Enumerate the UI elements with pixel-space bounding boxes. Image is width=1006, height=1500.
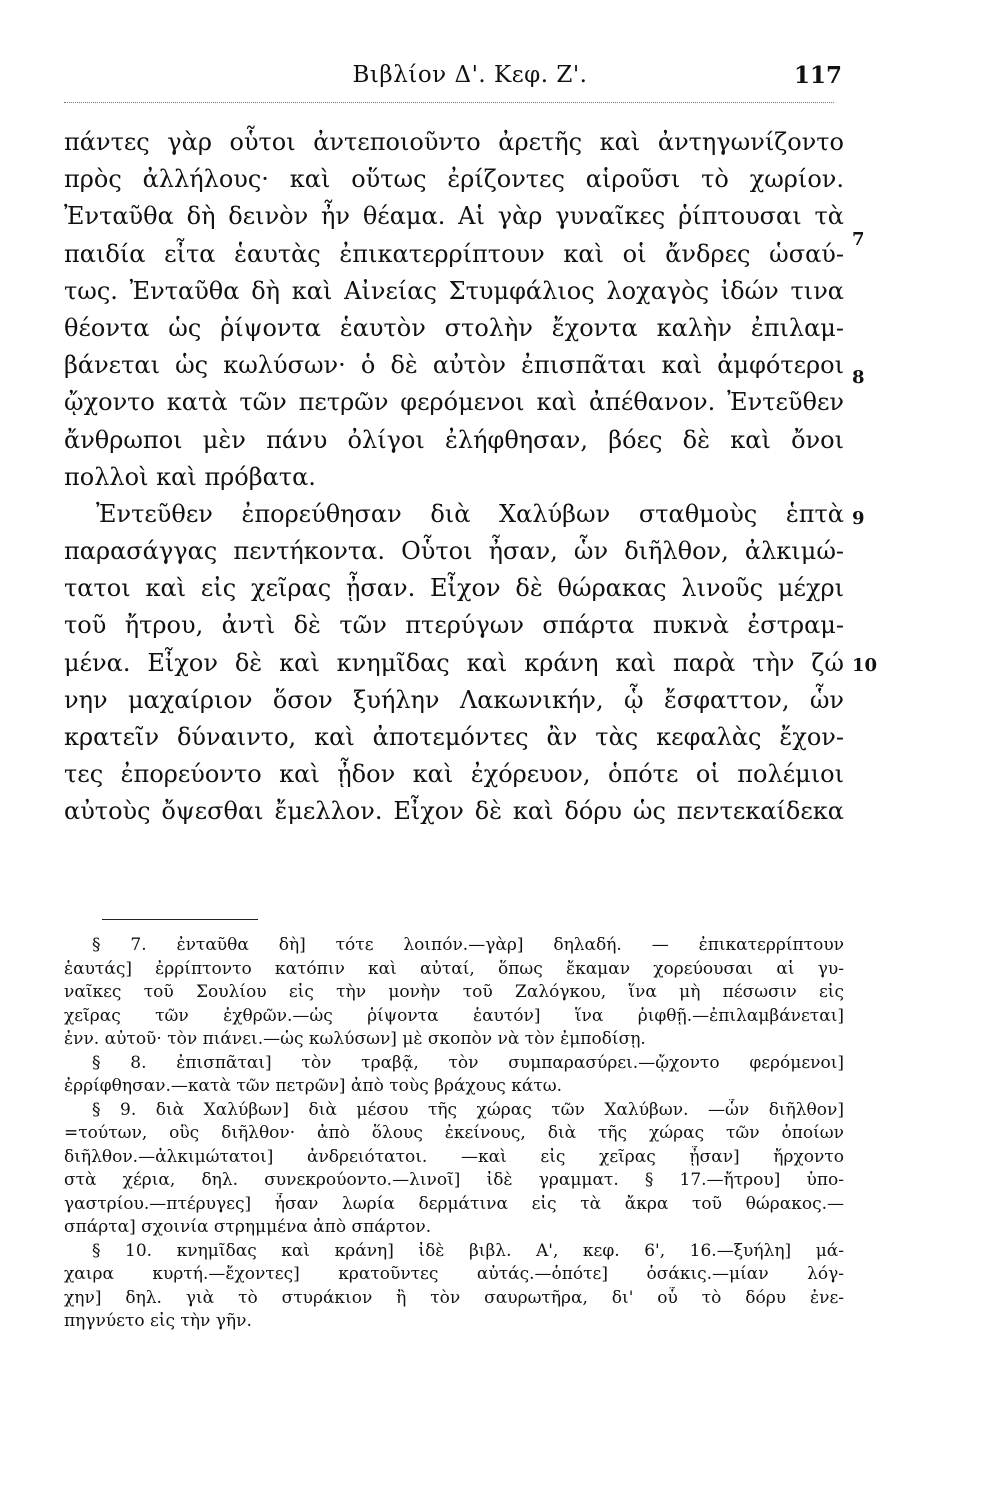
footnote-line: διῆλθον.—ἀλκιμώτατοι] ἀνδρειότατοι. —καὶ εἰς χεῖρας ᾖσαν] ἤρχοντο bbox=[64, 1146, 844, 1167]
text-line: πάντες γὰρ οὗτοι ἀντεποιοῦντο ἀρετῆς καὶ ἀντηγωνίζοντο bbox=[64, 128, 844, 156]
text-line: πρὸς ἀλλήλους· καὶ οὕτως ἐρίζοντες αἱροῦσι τὸ χωρίον. bbox=[64, 165, 844, 194]
text-line: παιδία εἶτα ἑαυτὰς ἐπικατερρίπτουν καὶ οἱ ἄνδρες ὡσαύ- bbox=[64, 239, 844, 268]
footnote-line: =τούτων, οὓς διῆλθον· ἀπὸ ὅλους ἐκείνους, διὰ τῆς χώρας τῶν ὁποίων bbox=[64, 1123, 844, 1143]
footnote-line: ἑαυτάς] ἐρρίπτοντο κατόπιν καὶ αὐταί, ὅπως ἔκαμαν χορεύουσαι αἱ γυ- bbox=[64, 958, 844, 979]
page-header bbox=[98, 62, 842, 96]
page-number: 117 bbox=[793, 62, 842, 89]
main-text bbox=[64, 124, 844, 831]
text-line: μένα. Εἶχον δὲ καὶ κνημῖδας καὶ κράνη καὶ παρὰ τὴν ζώ bbox=[64, 648, 844, 677]
footnote-line: πηγνύετο εἰς τὴν γῆν. bbox=[64, 1311, 252, 1331]
header-rule bbox=[64, 102, 834, 103]
text-line: κρατεῖν δύναιντο, καὶ ἀποτεμόντες ἂν τὰς κεφαλὰς ἔχον- bbox=[64, 723, 844, 751]
text-line: πολλοὶ καὶ πρόβατα. bbox=[64, 462, 316, 491]
footnote-line: § 8. ἐπισπᾶται] τὸν τραβᾷ, τὸν συμπαρασύρει.—ᾤχοντο φερόμενοι] bbox=[92, 1052, 844, 1073]
text-line: Ἐντεῦθεν ἐπορεύθησαν διὰ Χαλύβων σταθμοὺς ἑπτὰ bbox=[96, 499, 844, 528]
footnote-line: χαιρα κυρτή.—ἔχοντες] κρατοῦντες αὐτάς.—ὁπότε] ὁσάκις.—μίαν λόγ- bbox=[64, 1264, 844, 1284]
footnote-line: § 9. διὰ Χαλύβων] διὰ μέσου τῆς χώρας τῶν Χαλύβων. —ὧν διῆλθον] bbox=[92, 1099, 844, 1120]
footnote-line: ἐρρίφθησαν.—κατὰ τῶν πετρῶν] ἀπὸ τοὺς βράχους κάτω. bbox=[64, 1076, 562, 1096]
text-line: ἄνθρωποι μὲν πάνυ ὀλίγοι ἐλήφθησαν, βόες δὲ καὶ ὄνοι bbox=[64, 425, 844, 454]
footnote-line: σπάρτα] σχοινία στρημμένα ἀπὸ σπάρτον. bbox=[64, 1217, 432, 1237]
footnote-line: χην] δηλ. γιὰ τὸ στυράκιον ἢ τὸν σαυρωτῆρα, δι' οὗ τὸ δόρυ ἐνε- bbox=[64, 1287, 844, 1308]
margin-section-number: 7 bbox=[852, 229, 865, 250]
footnote-line: χεῖρας τῶν ἐχθρῶν.—ὡς ῥίψοντα ἑαυτόν] ἵνα ῥιφθῇ.—ἐπιλαμβάνεται] bbox=[64, 1005, 844, 1026]
footnote-line: στὰ χέρια, δηλ. συνεκρούοντο.—λινοῖ] ἰδὲ γραμματ. § 17.—ἤτρου] ὑπο- bbox=[64, 1170, 844, 1190]
text-line: παρασάγγας πεντήκοντα. Οὗτοι ἦσαν, ὧν διῆλθον, ἀλκιμώ- bbox=[64, 537, 844, 566]
footnote-line: ἐνν. αὐτοῦ· τὸν πιάνει.—ὡς κωλύσων] μὲ σκοπὸν νὰ τὸν ἐμποδίσῃ. bbox=[64, 1029, 646, 1049]
footnote-line: ναῖκες τοῦ Σουλίου εἰς τὴν μονὴν τοῦ Ζαλόγκου, ἵνα μὴ πέσωσιν εἰς bbox=[64, 982, 844, 1002]
text-line: τατοι καὶ εἰς χεῖρας ᾖσαν. Εἶχον δὲ θώρακας λινοῦς μέχρι bbox=[64, 574, 844, 603]
footnote-line: γαστρίου.—πτέρυγες] ἦσαν λωρία δερμάτινα εἰς τὰ ἄκρα τοῦ θώρακος.— bbox=[64, 1193, 844, 1214]
margin-section-number: 8 bbox=[852, 367, 865, 388]
text-line: τες ἐπορεύοντο καὶ ᾖδον καὶ ἐχόρευον, ὁπότε οἱ πολέμιοι bbox=[64, 760, 844, 789]
text-line: βάνεται ὡς κωλύσων· ὁ δὲ αὐτὸν ἐπισπᾶται καὶ ἀμφότεροι bbox=[64, 351, 844, 380]
margin-section-number: 10 bbox=[852, 655, 878, 676]
text-line: νην μαχαίριον ὅσον ξυήλην Λακωνικήν, ᾧ ἔσφαττον, ὧν bbox=[64, 685, 844, 714]
footnote-rule bbox=[102, 919, 258, 920]
margin-section-number: 9 bbox=[852, 508, 865, 529]
footnote-line: § 10. κνημῖδας καὶ κράνη] ἰδὲ βιβλ. Α', κεφ. 6', 16.—ξυήλη] μά- bbox=[92, 1240, 844, 1261]
text-line: ᾤχοντο κατὰ τῶν πετρῶν φερόμενοι καὶ ἀπέθανον. Ἐντεῦθεν bbox=[64, 388, 844, 417]
text-line: αὐτοὺς ὄψεσθαι ἔμελλον. Εἶχον δὲ καὶ δόρυ ὡς πεντεκαίδεκα bbox=[64, 797, 844, 826]
running-title: Βιβλίον Δ'. Κεφ. Ζ'. bbox=[352, 62, 588, 88]
footnotes bbox=[64, 934, 844, 1334]
text-line: θέοντα ὡς ῥίψοντα ἑαυτὸν στολὴν ἔχοντα καλὴν ἐπιλαμ- bbox=[64, 313, 844, 342]
footnote-line: § 7. ἐνταῦθα δὴ] τότε λοιπόν.—γὰρ] δηλαδή. — ἐπικατερρίπτουν bbox=[92, 935, 844, 955]
text-line: τοῦ ἤτρου, ἀντὶ δὲ τῶν πτερύγων σπάρτα πυκνὰ ἐστραμ- bbox=[64, 611, 844, 640]
text-line: Ἐνταῦθα δὴ δεινὸν ἦν θέαμα. Αἱ γὰρ γυναῖκες ῥίπτουσαι τὰ bbox=[64, 202, 844, 231]
text-line: τως. Ἐνταῦθα δὴ καὶ Αἰνείας Στυμφάλιος λοχαγὸς ἰδών τινα bbox=[64, 276, 844, 305]
